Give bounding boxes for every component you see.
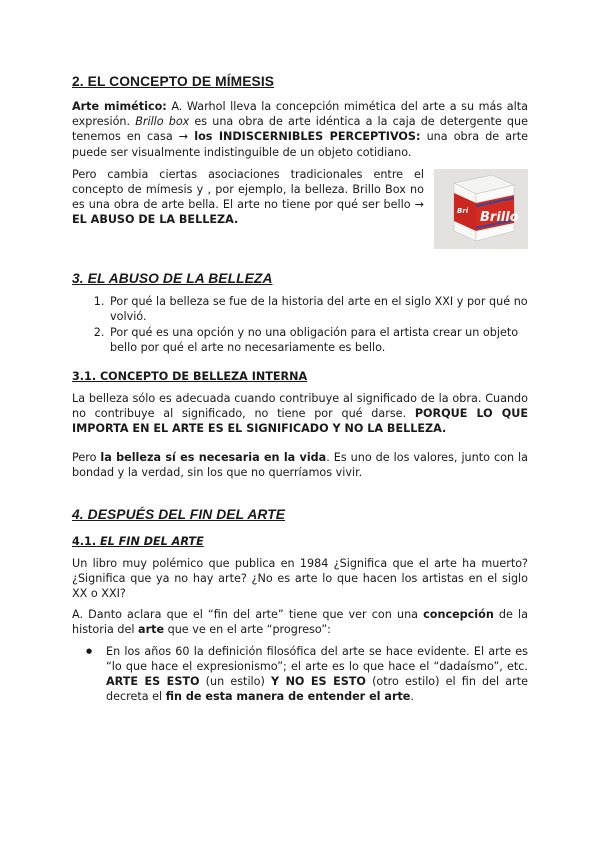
- list-item: 2. Por qué es una opción y no una obligación para el artista crear un objeto bello por qué el arte no necesariamente es bello.: [108, 325, 528, 355]
- term-indiscernibles: los INDISCERNIBLES PERCEPTIVOS:: [194, 130, 421, 144]
- list-item: ● En los años 60 la definición filosófica del arte se hace evidente. El arte es “lo que hace el expresionismo”; el arte es lo que hace el “dadaísmo”, etc. ARTE ES ESTO (un estilo) Y NO ES ESTO (otro estilo) el fin del arte decreta el fin de esta manera de entender el arte.: [106, 644, 528, 705]
- section-4-title: 4. DESPUÉS DEL FIN DEL ARTE: [72, 506, 286, 522]
- section-2-paragraph-1: Arte mimético: A. Warhol lleva la concepción mimética del arte a su más alta expresión. Brillo box es una obra de arte idéntica a la caja de detergente que tenemos en casa → los INDISCERNIBLES PERCEPTIVOS: una obra de arte puede ser visualmente indistinguible de un objeto cotidiano.: [72, 100, 528, 159]
- belleza-necesaria: la belleza sí es necesaria en la vida: [100, 451, 327, 465]
- document-page: [72, 70, 528, 704]
- brillo-box-title: Brillo box: [135, 115, 190, 129]
- section-3-1-paragraph-2: Pero la belleza sí es necesaria en la vida. Es uno de los valores, junto con la bondad y la verdad, sin los que no querríamos vivir.: [72, 451, 528, 480]
- section-4-1-paragraph-2: A. Danto aclara que el “fin del arte” tiene que ver con una concepción de la historia del arte que ve en el arte “progreso”:: [72, 608, 528, 637]
- brillo-box-image: [434, 169, 528, 249]
- section-3-title: 3. EL ABUSO DE LA BELLEZA: [72, 270, 273, 286]
- list-item: 1. Por qué la belleza se fue de la historia del arte en el siglo XXI y por qué no volvió.: [108, 294, 528, 324]
- brillo-logo-text: Brillo: [480, 209, 519, 225]
- subsection-4-1-title: 4.1. EL FIN DEL ARTE: [72, 534, 204, 548]
- svg-text:Bri: Bri: [457, 206, 469, 215]
- section-3-1-paragraph-1: La belleza sólo es adecuada cuando contribuye al significado de la obra. Cuando no contribuye al significado, no tiene por qué darse. PORQUE LO QUE IMPORTA EN EL ARTE ES EL SIGNIFICADO Y NO LA BELLEZA.: [72, 391, 528, 436]
- subsection-3-1-title: 3.1. CONCEPTO DE BELLEZA INTERNA: [72, 369, 308, 383]
- section-2-paragraph-2-wrap: [72, 167, 528, 251]
- section-4-bullet-list: [72, 644, 528, 705]
- term-abuso-belleza: EL ABUSO DE LA BELLEZA.: [72, 213, 239, 227]
- section-3-list: [72, 294, 528, 356]
- brillo-box-illustration: [434, 169, 528, 249]
- key-statement: PORQUE LO QUE IMPORTA EN EL ARTE ES EL SIGNIFICADO Y NO LA BELLEZA.: [72, 406, 528, 436]
- section-4-1-paragraph-1: Un libro muy polémico que publica en 1984 ¿Significa que el arte ha muerto? ¿Significa que ya no hay arte? ¿No es arte lo que hacen los artistas en el siglo XX o XXI?: [72, 556, 528, 601]
- section-2-title: 2. EL CONCEPTO DE MÍMESIS: [72, 74, 275, 89]
- section-2-paragraph-2: Pero cambia ciertas asociaciones tradicionales entre el concepto de mímesis y , por ejemplo, la belleza. Brillo Box no es una obra de arte bella. El arte no tiene por qué ser bello → EL ABUSO DE LA BELLEZA.: [72, 167, 424, 227]
- term-arte-mimetico: Arte mimético:: [72, 100, 167, 113]
